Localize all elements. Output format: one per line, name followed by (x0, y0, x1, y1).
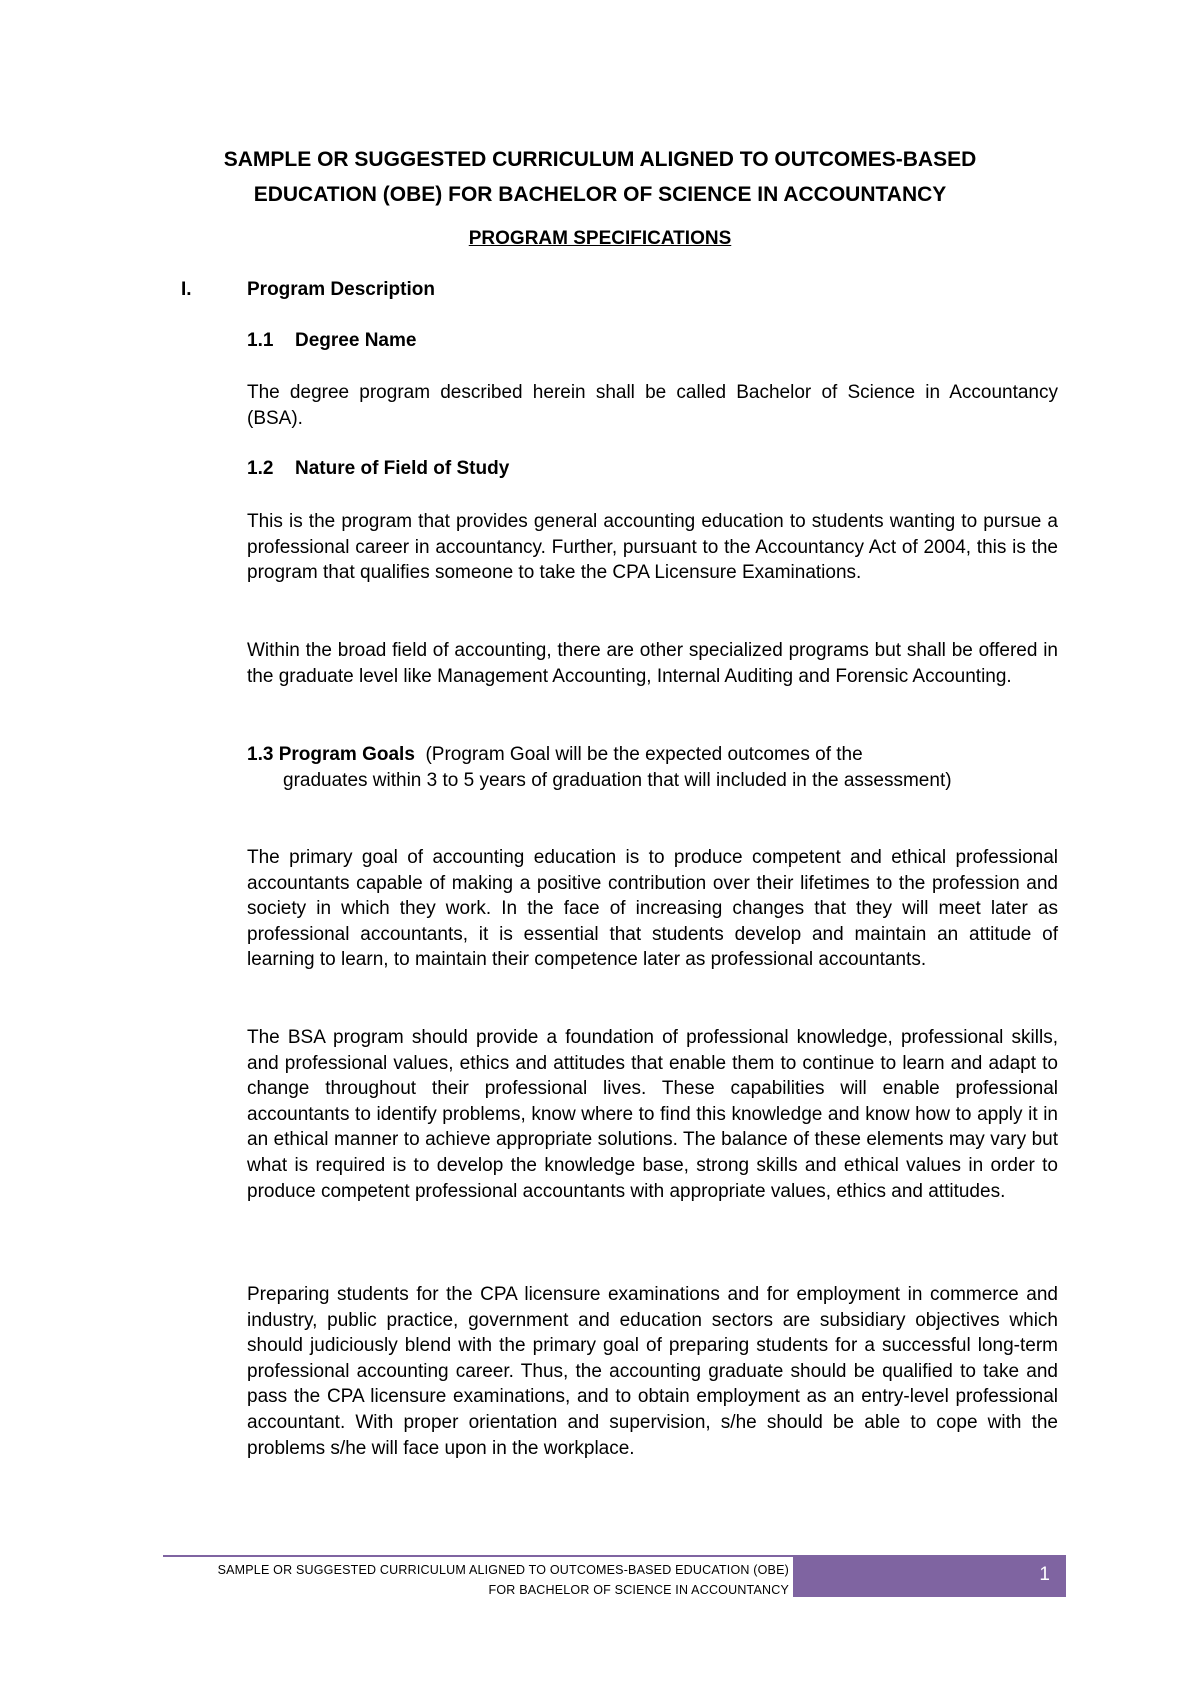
subsection-title: Nature of Field of Study (295, 458, 510, 479)
nature-paragraph-1: This is the program that provides general accounting education to students wanting to pursue a professional career in accountancy. Further, pursuant to the Accountancy Act of 2004, this is the program that qualifies someone to take the CPA Licensure Examinations. (247, 511, 1058, 584)
page-number-badge (793, 1555, 1066, 1597)
program-goals-note-first: (Program Goal will be the expected outcomes of the (425, 744, 863, 765)
section-number: I. (181, 279, 192, 300)
program-goals-note-rest: graduates within 3 to 5 years of graduation that will included in the assessment) (283, 769, 952, 791)
subsection-title: Degree Name (295, 330, 417, 351)
nature-paragraph-2: Within the broad field of accounting, there are other specialized programs but shall be offered in the graduate level like Management Accounting, Internal Auditing and Forensic Accounting. (247, 640, 1058, 687)
subsection-number: 1.2 (247, 458, 274, 479)
footer-line-1: SAMPLE OR SUGGESTED CURRICULUM ALIGNED TO OUTCOMES-BASED EDUCATION (OBE) (217, 1563, 789, 1577)
program-specifications-heading: PROGRAM SPECIFICATIONS (468, 228, 732, 249)
title-line-1: SAMPLE OR SUGGESTED CURRICULUM ALIGNED TO OUTCOMES-BASED (223, 148, 977, 171)
section-program-description (181, 279, 435, 301)
subsection-degree-name (247, 330, 416, 352)
subsection-nature-of-field (247, 458, 509, 480)
footer-line-2: FOR BACHELOR OF SCIENCE IN ACCOUNTANCY (488, 1583, 789, 1597)
page-number: 1 (1039, 1564, 1050, 1585)
document-title (150, 142, 1050, 212)
footer-rule (163, 1555, 793, 1557)
degree-name-paragraph: The degree program described herein shall be called Bachelor of Science in Accountancy (BSA). (247, 382, 1058, 429)
program-goals-heading: 1.3 Program Goals (247, 744, 415, 765)
section-title: Program Description (247, 279, 435, 300)
goals-paragraph-2: The BSA program should provide a foundation of professional knowledge, professional skills, and professional values, ethics and attitudes that enable them to continue to learn and adapt to change throughout their professional lives. These capabilities will enable professional accountants to identify problems, know where to find this knowledge and know how to apply it in an ethical manner to achieve appropriate solutions. The balance of these elements may vary but what is required is to develop the knowledge base, strong skills and ethical values in order to produce competent professional accountants with appropriate values, ethics and attitudes. (247, 1027, 1058, 1202)
subsection-program-goals (247, 742, 1058, 793)
title-line-2: EDUCATION (OBE) FOR BACHELOR OF SCIENCE IN ACCOUNTANCY (253, 183, 947, 206)
subsection-number: 1.1 (247, 330, 274, 351)
goals-paragraph-3: Preparing students for the CPA licensure examinations and for employment in commerce and industry, public practice, government and education sectors are subsidiary objectives which should judiciously blend with the primary goal of preparing students for a successful long-term professional accounting career. Thus, the accounting graduate should be qualified to take and pass the CPA licensure examinations, and to obtain employment as an entry-level professional accountant. With proper orientation and supervision, s/he should be able to cope with the problems s/he will face upon in the workplace. (247, 1284, 1058, 1459)
goals-paragraph-1: The primary goal of accounting education is to produce competent and ethical professional accountants capable of making a positive contribution over their lifetimes to the profession and society in which they work. In the face of increasing changes that they will meet later as professional accountants, it is essential that students develop and maintain an attitude of learning to learn, to maintain their competence later as professional accountants. (247, 847, 1058, 971)
footer-running-title (163, 1560, 789, 1600)
